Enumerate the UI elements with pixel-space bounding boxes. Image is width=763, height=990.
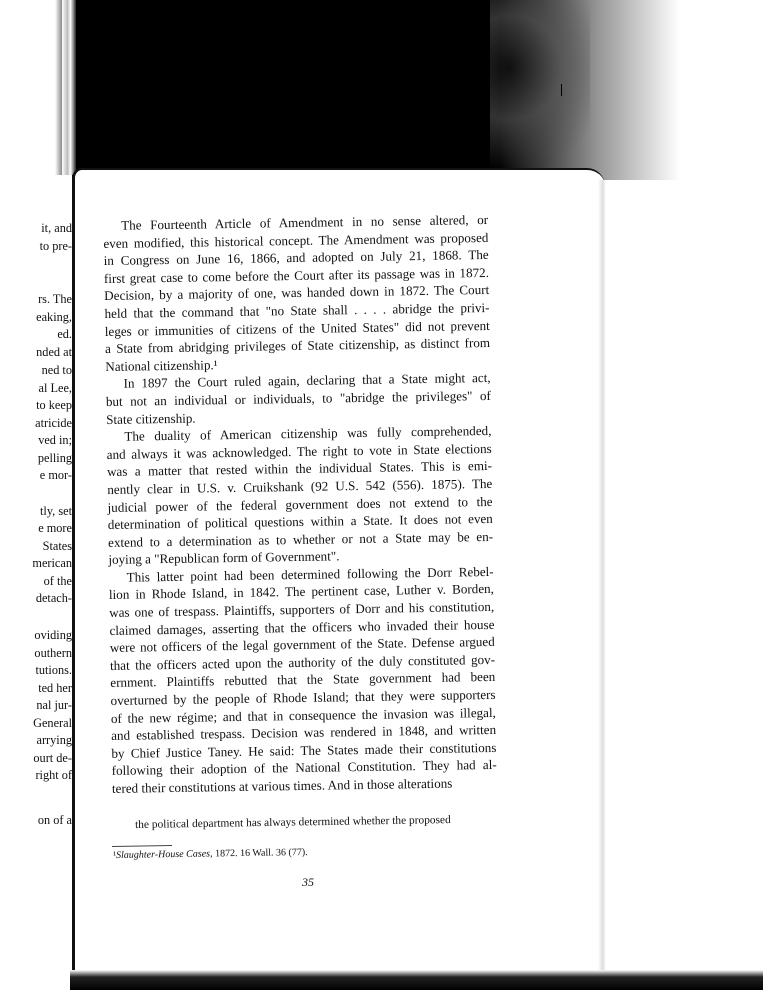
body-line: The duality of American citizenship was fully comprehended, xyxy=(124,423,492,444)
left-page-line: to keep xyxy=(36,398,72,412)
body-line: National citizenship.¹ xyxy=(105,356,218,374)
block-quote: the political department has always determined whether the proposed xyxy=(135,814,451,831)
left-page-line: pelling xyxy=(37,451,72,465)
left-page-line: right of xyxy=(35,768,72,782)
scan-noise xyxy=(490,0,590,170)
left-page-line: ved in; xyxy=(38,433,72,447)
body-line: by Chief Justice Taney. He said: The States made their constitutions xyxy=(111,739,497,761)
left-page-line: it, and xyxy=(41,221,72,235)
body-line: but not an individual or individuals, to "abridge the privileges" of xyxy=(105,387,491,409)
left-page-line: oviding xyxy=(34,628,72,642)
body-line: even modified, this historical concept. The Amendment was proposed xyxy=(103,229,489,251)
page-number: 35 xyxy=(302,875,314,889)
binding-shadow xyxy=(0,0,763,180)
left-page-line: arrying xyxy=(36,733,72,747)
body-line: was one of trespass. Plaintiffs, supporters of Dorr and his constitution, xyxy=(109,598,495,621)
left-page-line: ned to xyxy=(41,363,72,377)
body-line: claimed damages, asserting that the officers who invaded their house xyxy=(109,616,495,638)
body-line: following their adoption of the National Constitution. They had al- xyxy=(111,757,497,779)
body-line: leges or immunities of citizens of the United States" did not prevent xyxy=(104,317,490,339)
left-page-line: merican xyxy=(32,556,72,570)
left-page-line: of the xyxy=(43,574,72,588)
left-page-line: nded at xyxy=(36,345,72,359)
body-line: lion in Rhode Island, in 1842. The pertinent case, Luther v. Borden, xyxy=(108,581,495,603)
page-edge xyxy=(598,180,606,980)
left-page-line: e more xyxy=(38,521,72,535)
left-page-line: ourt de- xyxy=(33,751,72,765)
body-line: nently clear in U.S. v. Cruikshank (92 U.S. 542 (556). 1875). The xyxy=(107,475,493,497)
body-line: tered their constitutions at various times. And in those alterations xyxy=(111,775,453,796)
body-line: that the officers acted upon the authority of the duly constituted gov- xyxy=(109,651,496,673)
left-page-line: tly, set xyxy=(40,504,72,518)
left-page-line: rs. The xyxy=(38,292,72,306)
left-page-line: on of a xyxy=(37,813,72,827)
left-page-line: General xyxy=(33,716,72,730)
left-page-line: eaking, xyxy=(36,310,72,324)
left-page-line: al Lee, xyxy=(38,381,72,395)
body-line: a State from abridging privileges of State citizenship, as distinct from xyxy=(104,335,491,357)
bottom-binding xyxy=(70,970,763,990)
left-page-line: ed. xyxy=(57,327,72,341)
body-line: in Congress on June 16, 1866, and adopted on July 21, 1868. The xyxy=(103,247,489,269)
body-line: State citizenship. xyxy=(106,410,196,427)
left-page-line: ted her xyxy=(38,681,72,695)
body-line: and always it was acknowledged. The right to vote in State elections xyxy=(106,440,492,462)
left-page-line: outhern xyxy=(34,646,72,660)
body-line: held that the command that "no State shall . . . . abridge the privi- xyxy=(104,299,490,321)
body-line: overturned by the people of Rhode Island; that they were supporters xyxy=(110,686,496,708)
left-page xyxy=(0,175,72,990)
body-line: This latter point had been determined following the Dorr Rebel- xyxy=(126,563,494,585)
body-line: and established trespass. Decision was rendered in 1848, and written xyxy=(111,722,497,744)
body-line: were not officers of the legal government of the State. Defense argued xyxy=(109,634,495,656)
left-page-line: to pre- xyxy=(39,239,72,253)
body-line: The Fourteenth Article of Amendment in no sense altered, or xyxy=(121,211,489,233)
left-page-line: nal jur- xyxy=(36,698,72,712)
body-line: ernment. Plaintiffs rebutted that the State government had been xyxy=(110,669,496,691)
left-page-line: atricide xyxy=(35,416,72,430)
body-line: extend to a determination as to whether or not a State may be en- xyxy=(107,528,494,550)
book-spine xyxy=(62,0,76,175)
body-line: determination of political questions within a State. It does not even xyxy=(107,511,493,533)
left-page-line: detach- xyxy=(35,591,72,605)
left-page-line: States xyxy=(42,539,72,553)
margin-mark xyxy=(561,84,562,96)
left-page-line: e mor- xyxy=(39,468,72,482)
body-line: first great case to come before the Court after its passage was in 1872. xyxy=(103,264,490,286)
body-line: joying a "Republican form of Government". xyxy=(108,548,340,568)
body-line: judicial power of the federal government does not extend to the xyxy=(107,493,493,515)
footnote: ¹Slaughter-House Cases, 1872. 16 Wall. 36 (77). xyxy=(113,846,308,861)
body-text xyxy=(103,211,497,798)
body-line: In 1897 the Court ruled again, declaring that a State might act, xyxy=(123,370,491,392)
left-page-line: tutions. xyxy=(35,663,72,677)
body-line: was a matter that rested within the individual States. This is emi- xyxy=(106,458,493,480)
body-line: Decision, by a majority of one, was handed down in 1872. The Court xyxy=(104,282,490,304)
body-line: of the new régime; and that in consequence the invasion was illegal, xyxy=(110,704,496,726)
